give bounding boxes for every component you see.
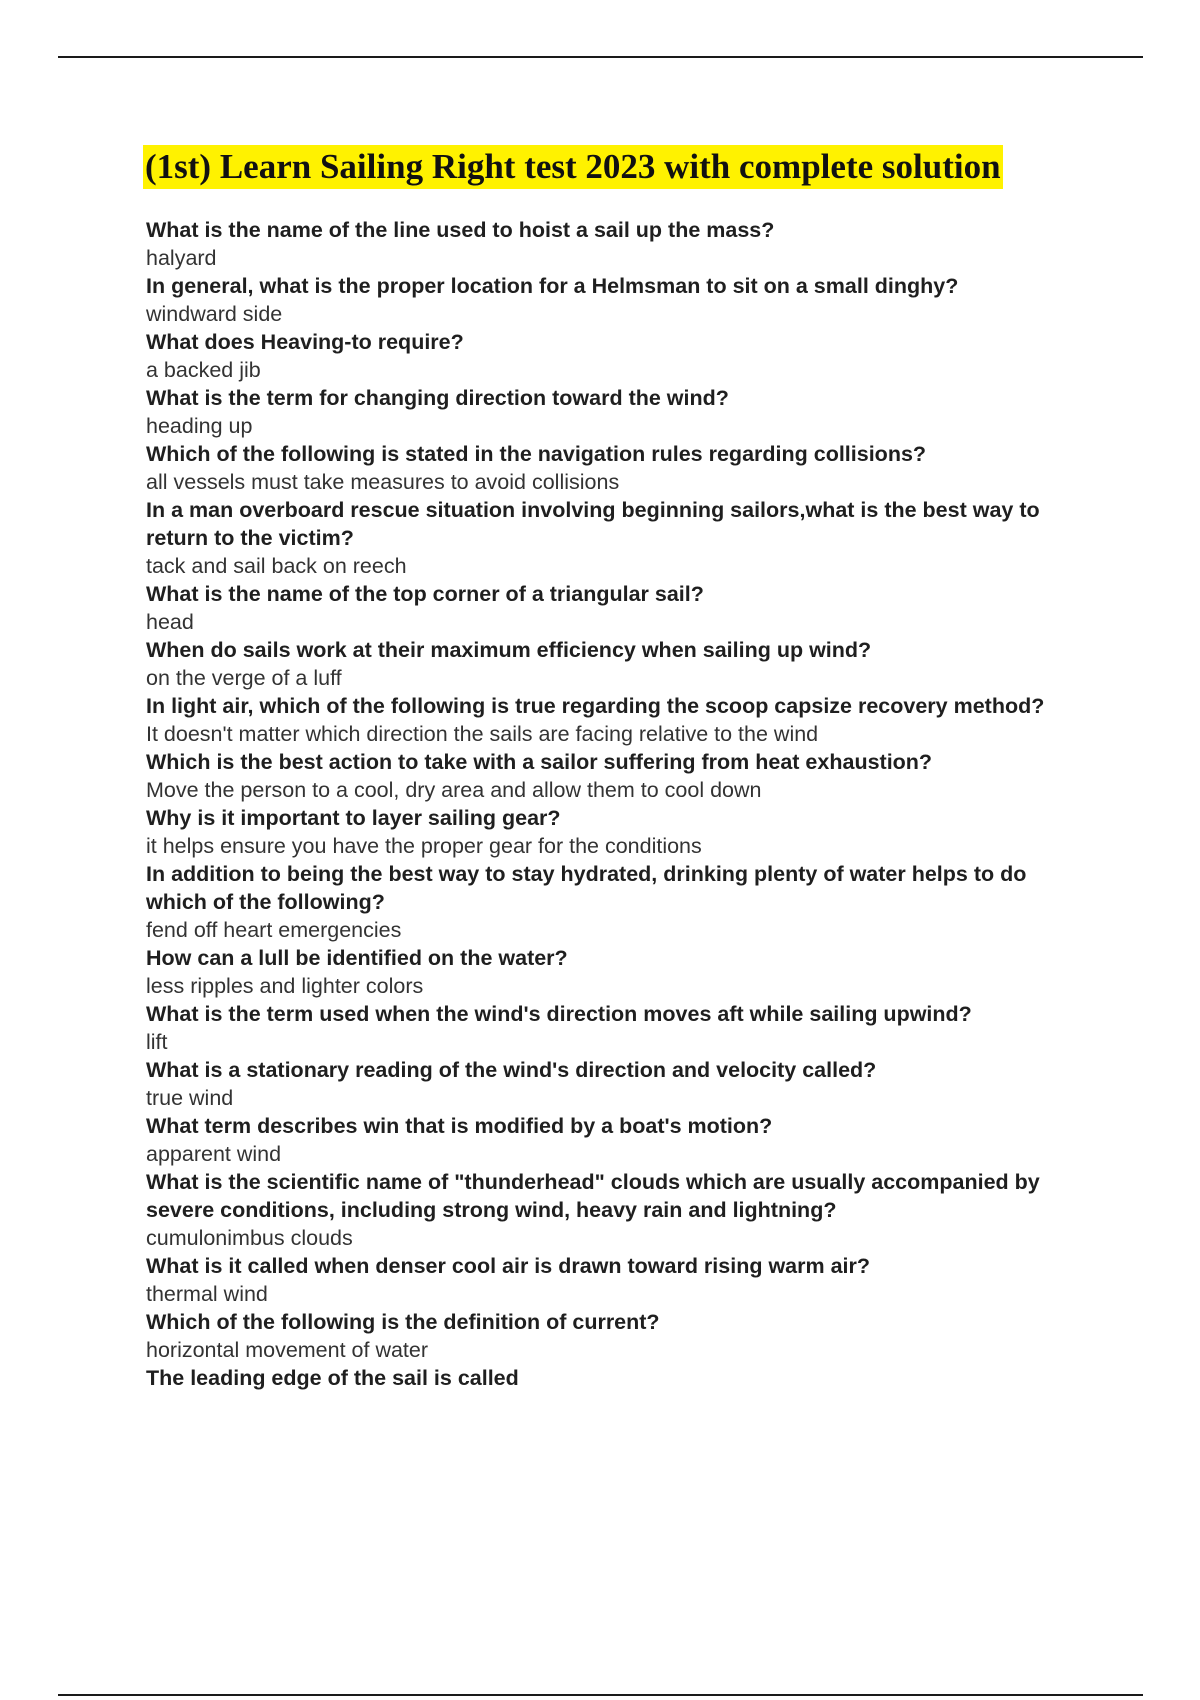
answer-text: head bbox=[146, 610, 194, 634]
answer-text: a backed jib bbox=[146, 358, 261, 382]
title-block bbox=[143, 145, 1143, 189]
qa-item bbox=[146, 496, 1086, 580]
question-text: In light air, which of the following is true regarding the scoop capsize recovery method? bbox=[146, 694, 1045, 718]
question-text: What is a stationary reading of the wind's direction and velocity called? bbox=[146, 1058, 877, 1082]
question-text: In a man overboard rescue situation involving beginning sailors,what is the best way to return to the victim? bbox=[146, 498, 1040, 550]
question-text: What term describes win that is modified by a boat's motion? bbox=[146, 1114, 773, 1138]
answer-text: on the verge of a luff bbox=[146, 666, 342, 690]
qa-item bbox=[146, 1308, 1086, 1364]
qa-item bbox=[146, 804, 1086, 860]
answer-text: windward side bbox=[146, 302, 283, 326]
question-text: The leading edge of the sail is called bbox=[146, 1366, 519, 1390]
answer-text: horizontal movement of water bbox=[146, 1338, 429, 1362]
question-text: In general, what is the proper location for a Helmsman to sit on a small dinghy? bbox=[146, 274, 959, 298]
answer-text: lift bbox=[146, 1030, 168, 1054]
question-text: What is the name of the line used to hoist a sail up the mass? bbox=[146, 218, 775, 242]
answer-text: fend off heart emergencies bbox=[146, 918, 402, 942]
qa-item bbox=[146, 1112, 1086, 1168]
top-divider bbox=[58, 56, 1143, 58]
answer-text: heading up bbox=[146, 414, 253, 438]
answer-text: Move the person to a cool, dry area and allow them to cool down bbox=[146, 778, 762, 802]
qa-item bbox=[146, 692, 1086, 748]
question-text: What is it called when denser cool air is drawn toward rising warm air? bbox=[146, 1254, 871, 1278]
question-text: Which of the following is the definition of current? bbox=[146, 1310, 660, 1334]
qa-list bbox=[146, 216, 1086, 1392]
qa-item bbox=[146, 440, 1086, 496]
answer-text: tack and sail back on reech bbox=[146, 554, 407, 578]
answer-text: it helps ensure you have the proper gear for the conditions bbox=[146, 834, 702, 858]
question-text: What is the term for changing direction toward the wind? bbox=[146, 386, 729, 410]
qa-item bbox=[146, 944, 1086, 1000]
qa-item bbox=[146, 328, 1086, 384]
qa-item bbox=[146, 636, 1086, 692]
answer-text: thermal wind bbox=[146, 1282, 268, 1306]
question-text: Which is the best action to take with a sailor suffering from heat exhaustion? bbox=[146, 750, 933, 774]
bottom-divider bbox=[58, 1694, 1143, 1696]
answer-text: true wind bbox=[146, 1086, 234, 1110]
question-text: What is the name of the top corner of a triangular sail? bbox=[146, 582, 704, 606]
answer-text: cumulonimbus clouds bbox=[146, 1226, 353, 1250]
question-text: In addition to being the best way to stay hydrated, drinking plenty of water helps to do which of the following? bbox=[146, 862, 1027, 914]
answer-text: less ripples and lighter colors bbox=[146, 974, 424, 998]
question-text: Why is it important to layer sailing gear? bbox=[146, 806, 561, 830]
answer-text: It doesn't matter which direction the sails are facing relative to the wind bbox=[146, 722, 819, 746]
question-text: What does Heaving-to require? bbox=[146, 330, 464, 354]
qa-item bbox=[146, 272, 1086, 328]
qa-item bbox=[146, 1252, 1086, 1308]
question-text: How can a lull be identified on the water? bbox=[146, 946, 568, 970]
answer-text: halyard bbox=[146, 246, 217, 270]
qa-item bbox=[146, 216, 1086, 272]
question-text: Which of the following is stated in the navigation rules regarding collisions? bbox=[146, 442, 927, 466]
question-text: When do sails work at their maximum efficiency when sailing up wind? bbox=[146, 638, 872, 662]
qa-item bbox=[146, 1056, 1086, 1112]
qa-item bbox=[146, 1000, 1086, 1056]
qa-item bbox=[146, 860, 1086, 944]
document-title: (1st) Learn Sailing Right test 2023 with complete solution bbox=[143, 145, 1003, 189]
qa-item bbox=[146, 1168, 1086, 1252]
qa-item bbox=[146, 384, 1086, 440]
question-text: What is the scientific name of "thunderhead" clouds which are usually accompanied by severe conditions, including strong wind, heavy rain and lightning? bbox=[146, 1170, 1040, 1222]
answer-text: apparent wind bbox=[146, 1142, 282, 1166]
qa-item bbox=[146, 1364, 1086, 1392]
qa-item bbox=[146, 748, 1086, 804]
answer-text: all vessels must take measures to avoid collisions bbox=[146, 470, 620, 494]
question-text: What is the term used when the wind's direction moves aft while sailing upwind? bbox=[146, 1002, 972, 1026]
qa-item bbox=[146, 580, 1086, 636]
